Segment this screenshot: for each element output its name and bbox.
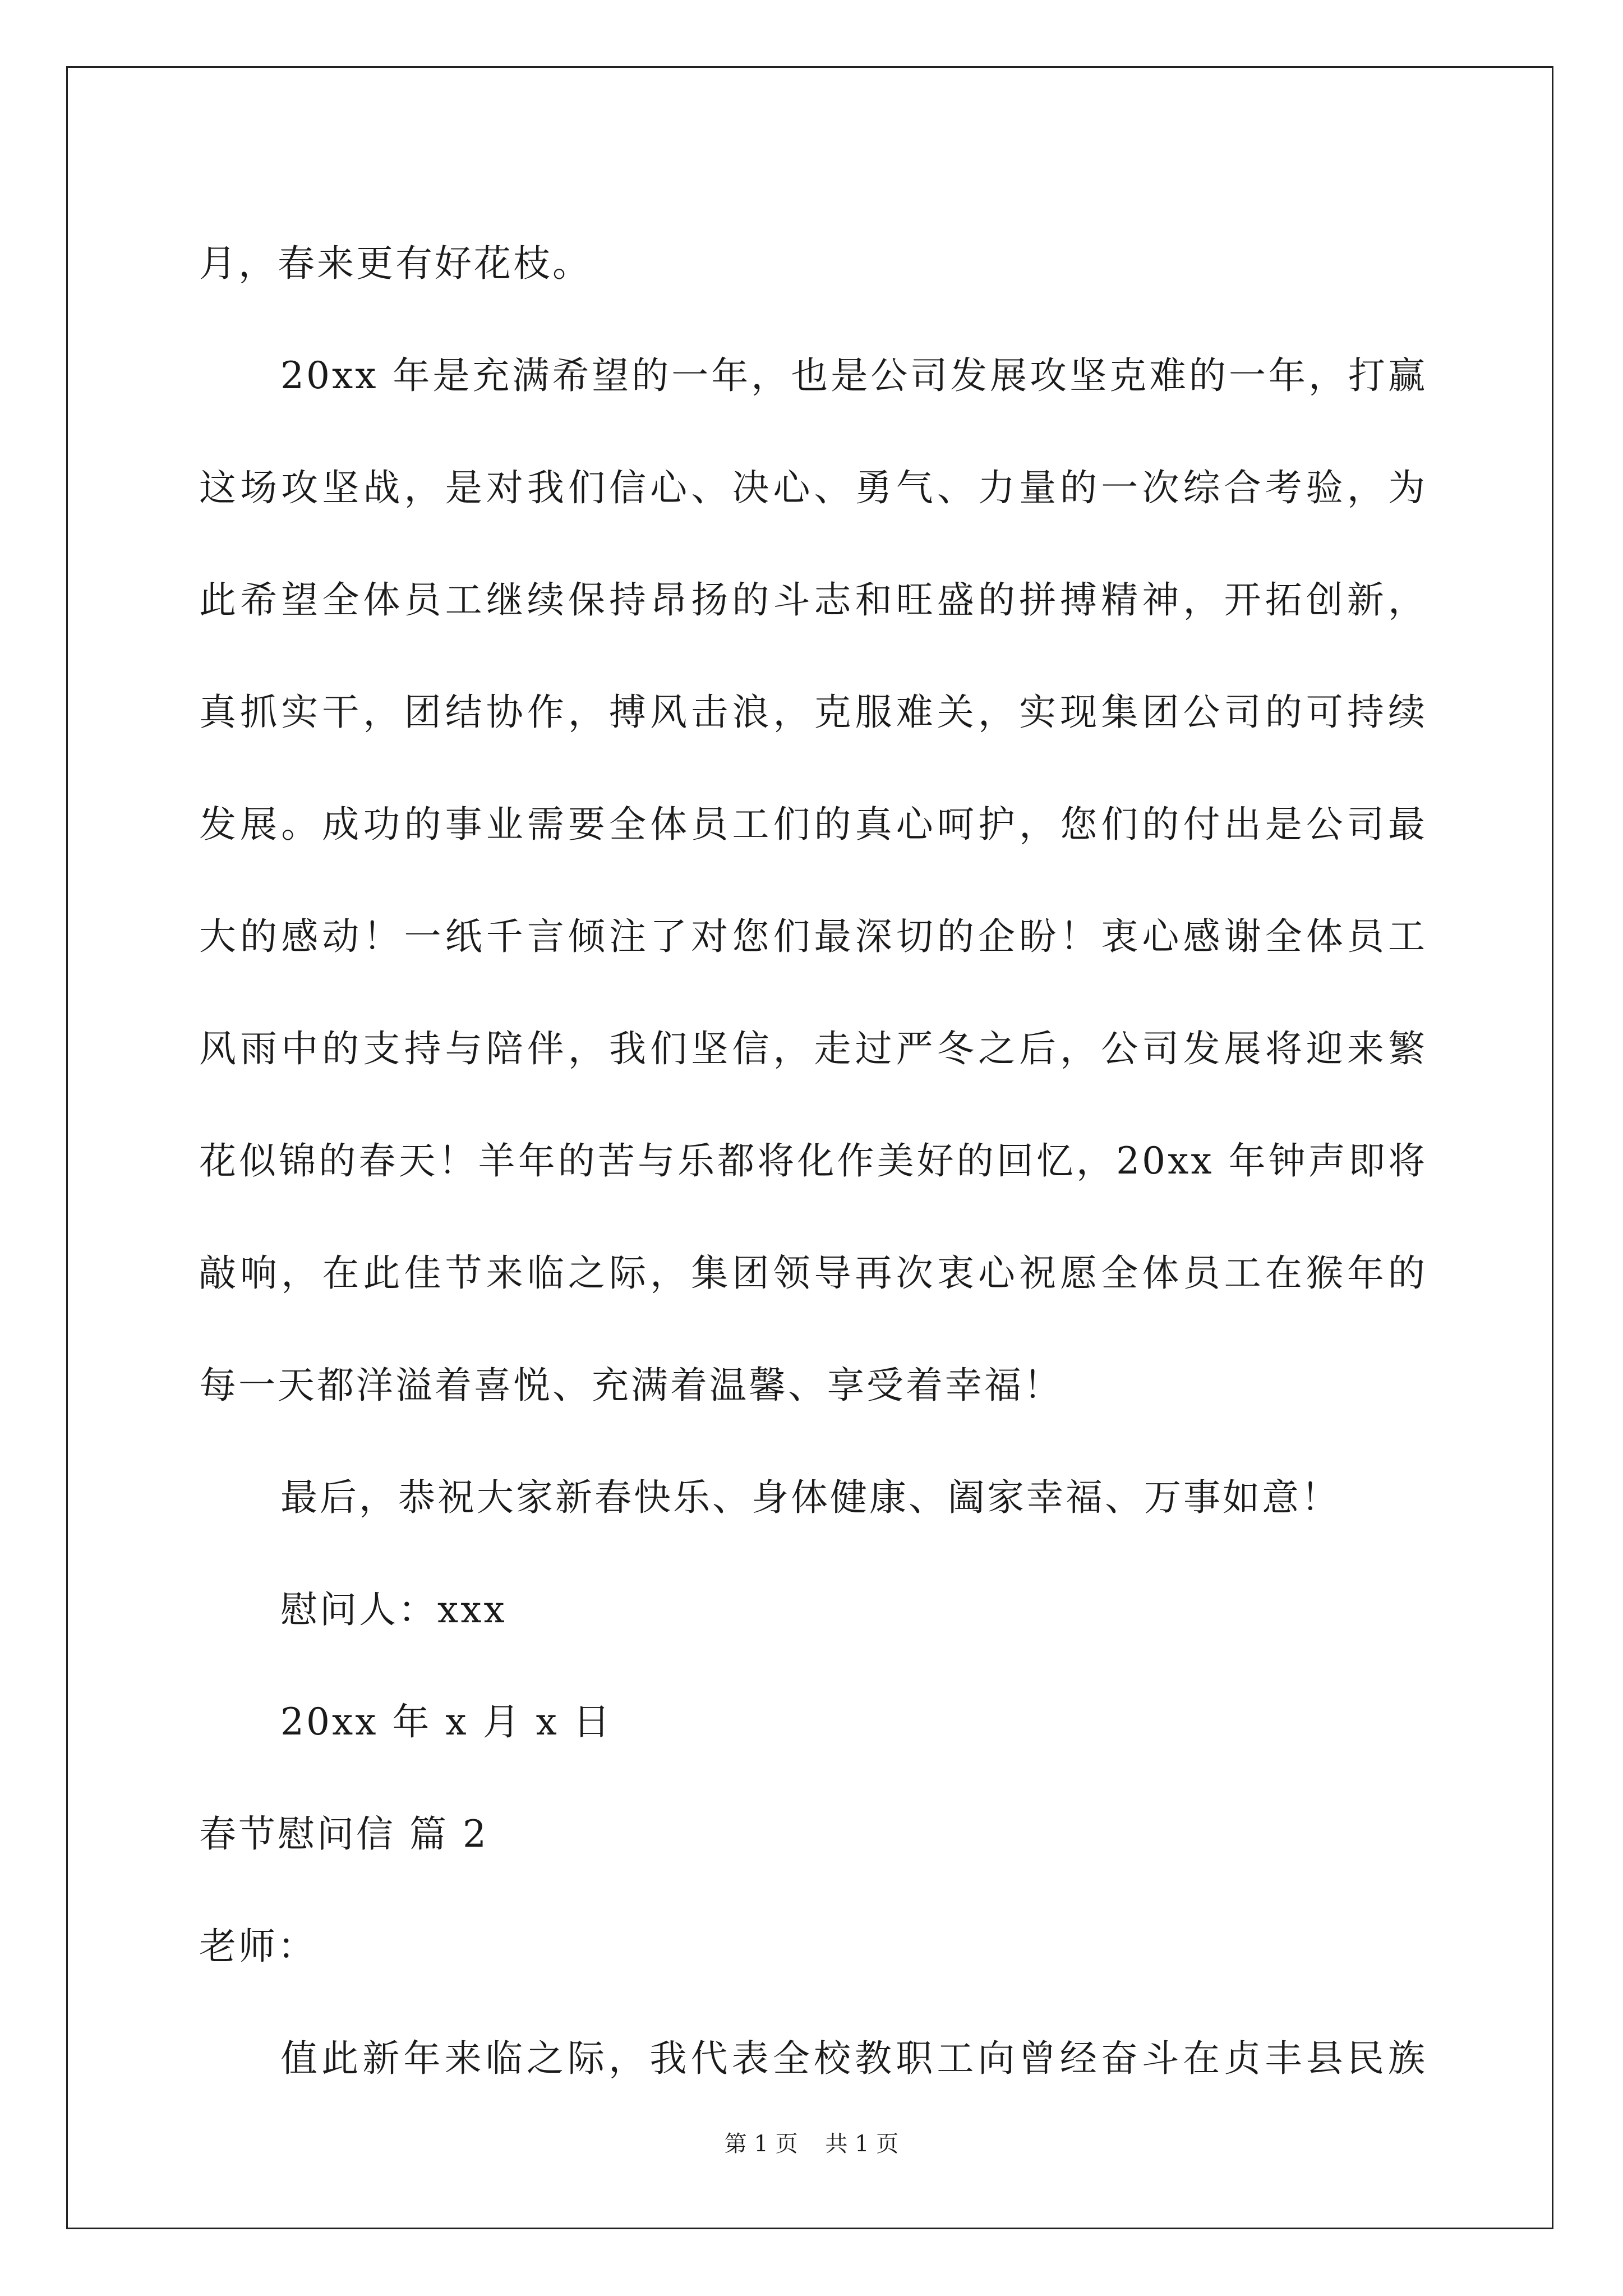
text-line-10: 敲响，在此佳节来临之际，集团领导再次衷心祝愿全体员工在猴年的 [199,1251,1427,1295]
text-line-17: 值此新年来临之际，我代表全校教职工向曾经奋斗在贞丰县民族 [280,2037,1427,2080]
text-line-7: 大的感动！一纸千言倾注了对您们最深切的企盼！衷心感谢全体员工 [199,915,1427,958]
date-line: 20xx 年 x 月 x 日 [280,1700,612,1743]
text-line-11: 每一天都洋溢着喜悦、充满着温馨、享受着幸福！ [199,1364,1063,1407]
text-line-1: 月，春来更有好花枝。 [199,242,592,285]
text-line-9: 花似锦的春天！羊年的苦与乐都将化作美好的回忆，20xx 年钟声即将 [199,1139,1427,1182]
section-heading: 春节慰问信 篇 2 [199,1812,488,1856]
text-line-6: 发展。成功的事业需要全体员工们的真心呵护，您们的付出是公司最 [199,803,1427,846]
closing-wishes: 最后，恭祝大家新春快乐、身体健康、阖家幸福、万事如意！ [280,1476,1340,1519]
page-total: 共 1 页 [825,2131,899,2157]
page-number: 第 1 页 [724,2131,798,2157]
salutation: 老师： [199,1925,317,1968]
text-line-8: 风雨中的支持与陪伴，我们坚信，走过严冬之后，公司发展将迎来繁 [199,1027,1427,1070]
page-footer [0,2126,1623,2158]
text-line-5: 真抓实干，团结协作，搏风击浪，克服难关，实现集团公司的可持续 [199,691,1427,734]
signature-line: 慰问人：xxx [280,1588,507,1631]
document-body [199,208,1427,2115]
text-line-3: 这场攻坚战，是对我们信心、决心、勇气、力量的一次综合考验，为 [199,466,1427,509]
text-line-4: 此希望全体员工继续保持昂扬的斗志和旺盛的拼搏精神，开拓创新， [199,578,1427,622]
text-line-2: 20xx 年是充满希望的一年，也是公司发展攻坚克难的一年，打赢 [280,354,1427,397]
